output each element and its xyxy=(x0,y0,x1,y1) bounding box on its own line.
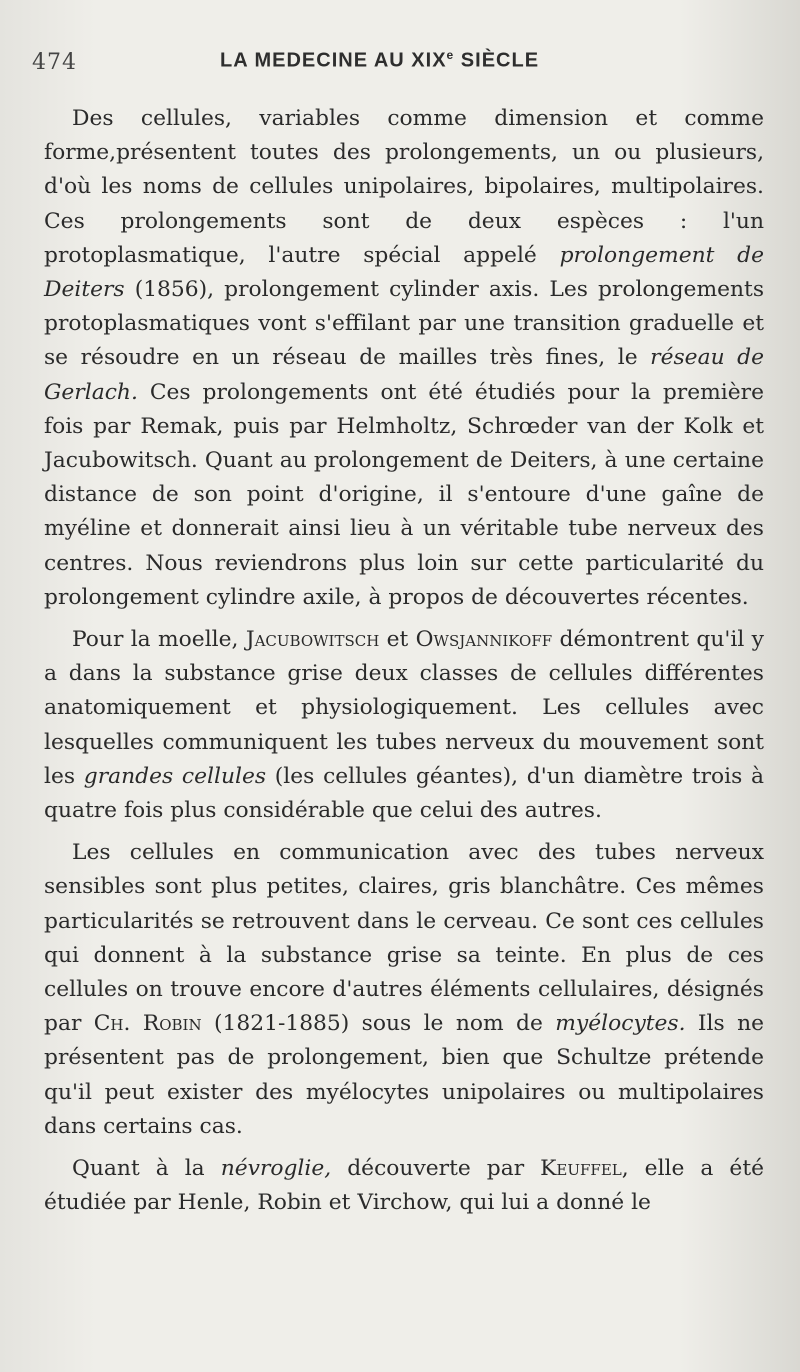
text-segment: (les cellules géantes), d'un diamètre trois à quatre fois plus considérable que celui des autres. xyxy=(44,763,764,824)
running-header xyxy=(32,44,764,84)
page-number: 474 xyxy=(32,50,77,75)
text-segment: , elle a été étudiée par Henle, Robin et Virchow, qui lui a donné le xyxy=(44,1156,764,1216)
running-title xyxy=(220,48,539,73)
italic-term: névroglie, xyxy=(220,1156,332,1182)
text-segment: Des cellules, variables comme dimension et comme forme,présentent toutes des prolongements, un ou plusieurs, d'où les noms de cellules unipolaires, bipolaires, multipolaires. Ces prolongements sont de deux espèces : l'un protoplasmatique, l'autre spécial appelé xyxy=(44,106,764,268)
italic-term: réseau de Gerlach. xyxy=(44,345,765,405)
author-name: Ch. Robin xyxy=(93,1011,202,1037)
text-segment: et xyxy=(379,627,416,653)
running-title-main: LA MEDECINE AU XIX xyxy=(220,49,447,72)
italic-term: myélocytes. xyxy=(555,1011,686,1037)
text-segment: (1821-1885) sous le nom de xyxy=(201,1011,556,1037)
text-segment: Pour la moelle, xyxy=(72,627,246,653)
text-segment: Les cellules en communication avec des tubes nerveux sensibles sont plus petites, claires, gris blanchâtre. Ces mêmes particularités se retrouvent dans le cerveau. Ce sont ces cellules qui donnent à la substance grise sa teinte. En plus de ces cellules on trouve encore d'autres éléments cellulaires, désignés par xyxy=(44,840,764,1037)
author-name: Keuffel xyxy=(540,1156,622,1182)
body-text xyxy=(44,102,764,1221)
text-segment: (1856), prolongement cylinder axis. Les prolongements protoplasmatiques vont s'effilant par une transition graduelle et se résoudre en un réseau de mailles très fines, le xyxy=(44,277,764,371)
running-title-end: SIÈCLE xyxy=(454,49,540,72)
text-segment: Ils ne présentent pas de prolongement, bien que Schultze prétende qu'il peut exister des myélocytes unipolaires ou multipolaires dans certains cas. xyxy=(44,1011,765,1139)
italic-term: prolongement de Deiters xyxy=(44,242,764,303)
paragraph-moelle xyxy=(44,623,764,828)
running-title-superscript: e xyxy=(446,48,455,62)
paragraph-sensitive-cells xyxy=(44,836,764,1144)
text-segment: démontrent qu'il y a dans la substance grise deux classes de cellules différentes anatomiquement et physiologiquement. Les cellules avec lesquelles communiquent les tubes nerveux du mouvement sont les xyxy=(44,627,764,789)
text-segment: Ces prolongements ont été étudiés pour la première fois par Remak, puis par Helmholtz, Schrœder van der Kolk et Jacubowitsch. Quant au prolongement de Deiters, à une certaine distance de son point d'origine, il s'entoure d'une gaîne de myéline et donnerait ainsi lieu à un véritable tube nerveux des centres. Nous reviendrons plus loin sur cette particularité du prolongement cylindre axile, à propos de découvertes récentes. xyxy=(44,379,764,610)
text-segment: Quant à la xyxy=(72,1156,221,1182)
text-segment: découverte par xyxy=(331,1156,541,1182)
paragraph-nevroglie xyxy=(44,1152,764,1220)
paragraph-cells xyxy=(44,102,764,615)
author-name: Jacubowitsch xyxy=(245,627,380,653)
author-name: Owsjannikoff xyxy=(415,627,553,653)
italic-term: grandes cellules xyxy=(83,763,267,789)
